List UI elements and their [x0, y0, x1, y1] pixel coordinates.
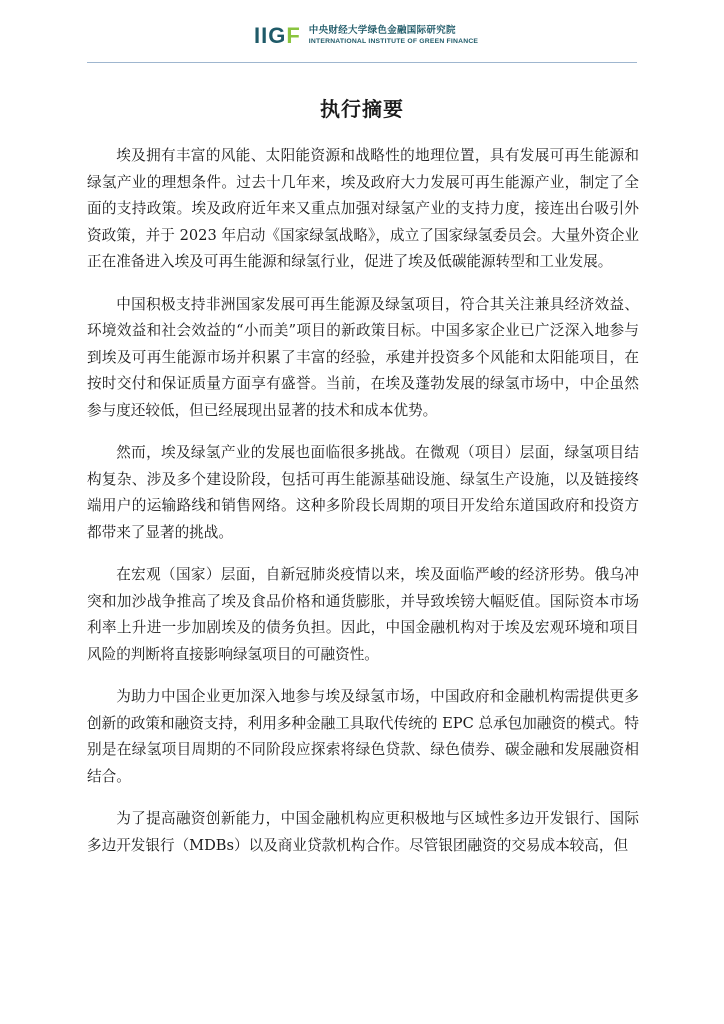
org-name-en: INTERNATIONAL INSTITUTE OF GREEN FINANCE	[308, 38, 479, 45]
document-body	[87, 143, 639, 875]
logo-mark	[254, 24, 301, 48]
header-divider	[87, 62, 637, 63]
logo-text	[309, 25, 478, 47]
paragraph: 为助力中国企业更加深入地参与埃及绿氢市场，中国政府和金融机构需提供更多创新的政策和融资支持，利用多种金融工具取代传统的 EPC 总承包加融资的模式。特别是在绿氢项目周期的不同阶段应探索将绿色贷款、绿色债券、碳金融和发展融资相结合。	[87, 688, 639, 785]
logo-mark-main: IIG	[254, 23, 287, 48]
page-header	[0, 0, 724, 64]
paragraph: 为了提高融资创新能力，中国金融机构应更积极地与区域性多边开发银行、国际多边开发银行（MDBs）以及商业贷款机构合作。尽管银团融资的交易成本较高，但	[87, 810, 639, 854]
iigf-logo	[254, 24, 478, 48]
org-name-cn: 中央财经大学绿色金融国际研究院	[308, 25, 456, 36]
paragraph: 中国积极支持非洲国家发展可再生能源及绿氢项目，符合其关注兼具经济效益、环境效益和社会效益的“小而美”项目的新政策目标。中国多家企业已广泛深入地参与到埃及可再生能源市场并积累了丰富的经验，承建并投资多个风能和太阳能项目，在按时交付和保证质量方面享有盛誉。当前，在埃及蓬勃发展的绿氢市场中，中企虽然参与度还较低，但已经展现出显著的技术和成本优势。	[87, 295, 639, 419]
paragraph: 埃及拥有丰富的风能、太阳能资源和战略性的地理位置，具有发展可再生能源和绿氢产业的理想条件。过去十几年来，埃及政府大力发展可再生能源产业，制定了全面的支持政策。埃及政府近年来又重点加强对绿氢产业的支持力度，接连出台吸引外资政策，并于 2023 年启动《国家绿氢战略》，成立了国家绿氢委员会。大量外资企业正在准备进入埃及可再生能源和绿氢行业，促进了埃及低碳能源转型和工业发展。	[87, 147, 639, 270]
paragraph: 然而，埃及绿氢产业的发展也面临很多挑战。在微观（项目）层面，绿氢项目结构复杂、涉及多个建设阶段，包括可再生能源基础设施、绿氢生产设施，以及链接终端用户的运输路线和销售网络。这种多阶段长周期的项目开发给东道国政府和投资方都带来了显著的挑战。	[87, 444, 639, 541]
logo-mark-accent: F	[286, 23, 301, 48]
page-title: 执行摘要	[320, 97, 404, 121]
paragraph: 在宏观（国家）层面，自新冠肺炎疫情以来，埃及面临严峻的经济形势。俄乌冲突和加沙战争推高了埃及食品价格和通货膨胀，并导致埃镑大幅贬值。国际资本市场利率上升进一步加剧埃及的债务负担。因此，中国金融机构对于埃及宏观环境和项目风险的判断将直接影响绿氢项目的可融资性。	[87, 566, 639, 663]
